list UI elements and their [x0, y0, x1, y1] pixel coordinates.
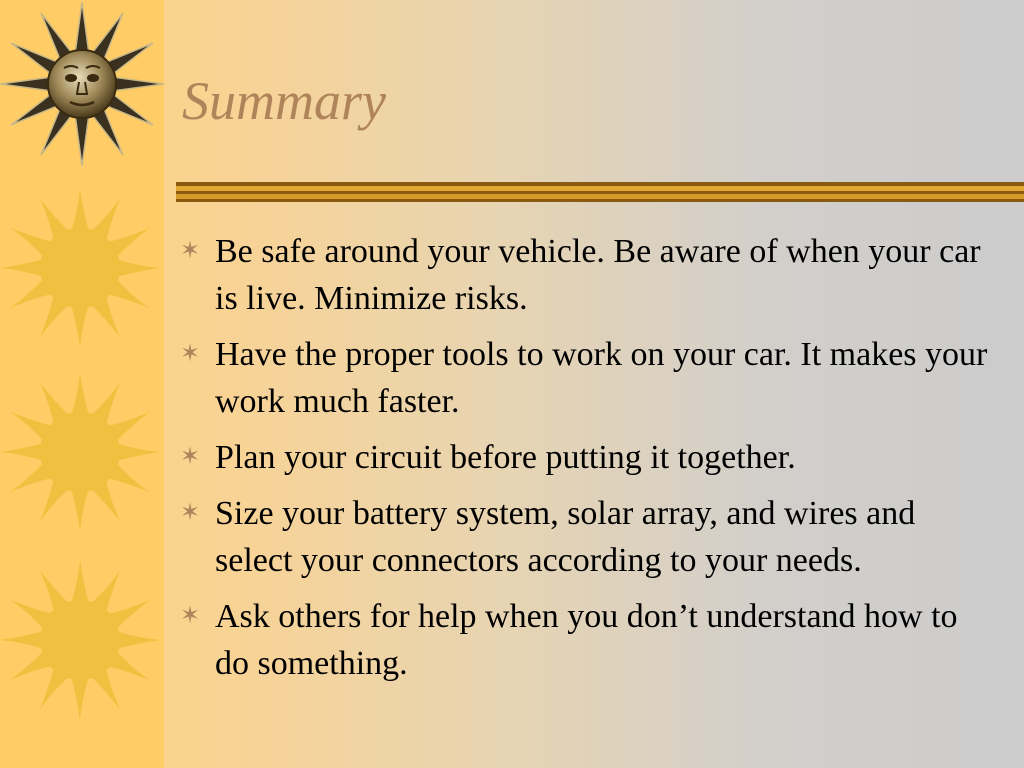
- bullet-item: [180, 228, 1000, 322]
- title-divider: [176, 182, 1024, 204]
- sun-face-icon: [0, 2, 164, 166]
- bullet-item: [180, 593, 1000, 687]
- star-bullet-icon: ✶: [180, 238, 201, 264]
- bullet-list: [180, 228, 1000, 696]
- star-bullet-icon: ✶: [180, 444, 201, 470]
- bullet-text: Have the proper tools to work on your car. It makes your work much faster.: [215, 336, 988, 420]
- left-decorative-strip: [0, 0, 164, 768]
- bullet-text: Be safe around your vehicle. Be aware of when your car is live. Minimize risks.: [215, 233, 981, 317]
- bullet-item: [180, 434, 1000, 481]
- bullet-item: [180, 490, 1000, 584]
- star-bullet-icon: ✶: [180, 603, 201, 629]
- bullet-item: [180, 331, 1000, 425]
- sun-icon: [0, 372, 160, 532]
- slide-title: Summary: [182, 71, 386, 131]
- bullet-text: Size your battery system, solar array, and wires and select your connectors according to your needs.: [215, 495, 916, 579]
- star-bullet-icon: ✶: [180, 341, 201, 367]
- star-bullet-icon: ✶: [180, 500, 201, 526]
- bullet-text: Plan your circuit before putting it together.: [215, 439, 796, 476]
- bullet-text: Ask others for help when you don’t understand how to do something.: [215, 598, 958, 682]
- sun-icon: [0, 560, 160, 720]
- sun-strip-graphic: [0, 0, 164, 768]
- sun-icon: [0, 188, 160, 348]
